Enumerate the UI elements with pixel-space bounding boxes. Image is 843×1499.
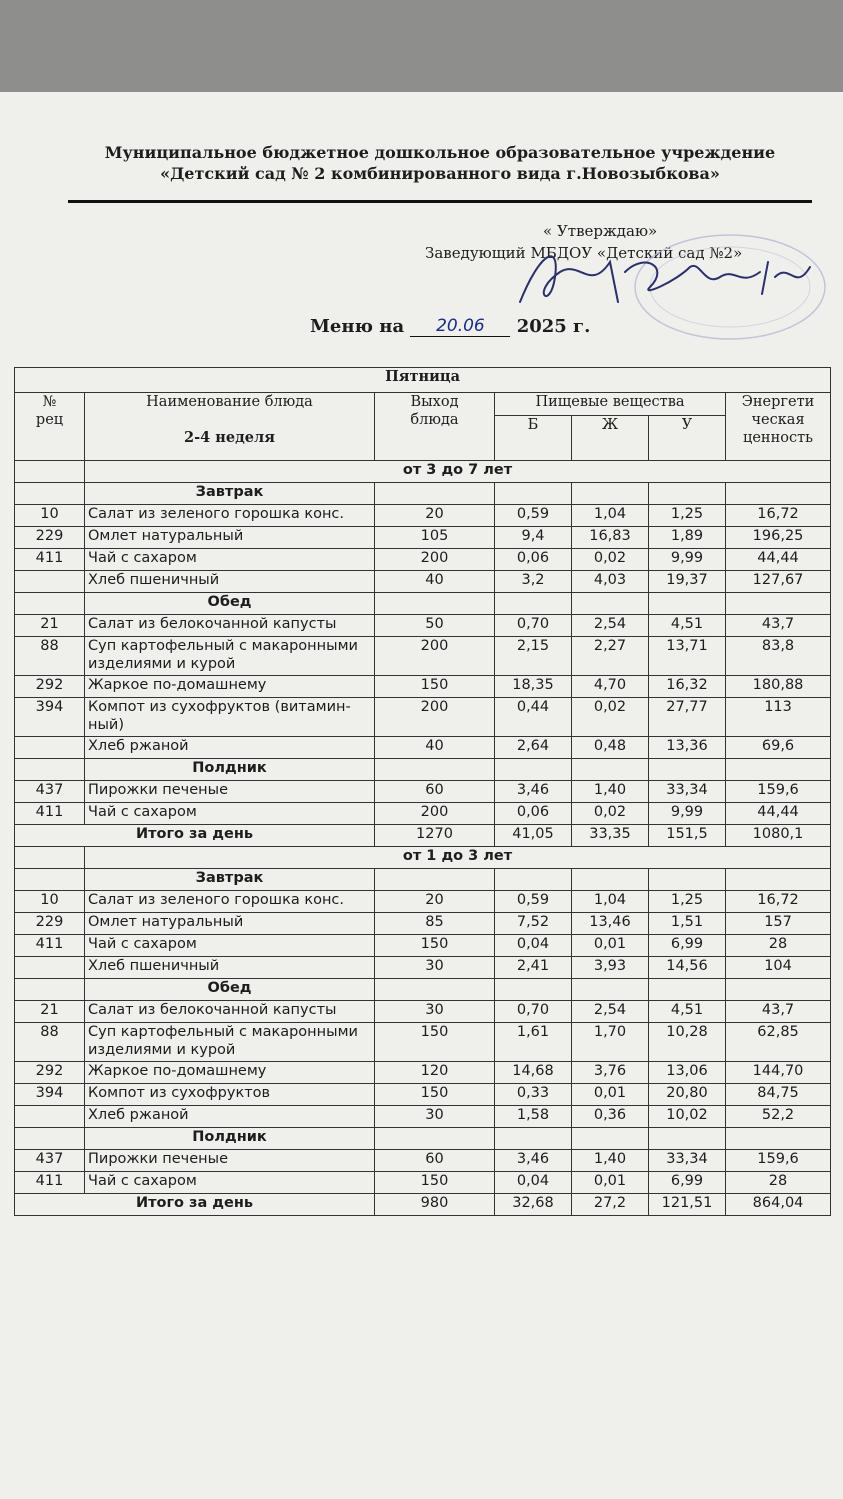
- menu-date: 20.06: [410, 316, 510, 337]
- dish-output: 150: [375, 1084, 495, 1106]
- empty-cell: [495, 869, 572, 891]
- empty-cell: [649, 1128, 726, 1150]
- energy-value: 28: [726, 935, 831, 957]
- fat-value: 0,36: [572, 1106, 649, 1128]
- col-header-carbs: У: [649, 416, 726, 461]
- header-divider: [68, 200, 812, 203]
- protein-value: 0,06: [495, 803, 572, 825]
- col-header-energy: [726, 393, 831, 461]
- protein-value: 0,44: [495, 698, 572, 737]
- dish-output: 20: [375, 891, 495, 913]
- dish-name: Компот из сухофруктов: [85, 1084, 375, 1106]
- fat-value: 0,01: [572, 1172, 649, 1194]
- fat-value: 1,70: [572, 1023, 649, 1062]
- empty-cell: [495, 593, 572, 615]
- table-header-row: [15, 393, 831, 416]
- organization-header: [40, 142, 840, 184]
- recipe-number: [15, 737, 85, 759]
- total-carbs: 121,51: [649, 1194, 726, 1216]
- empty-cell: [15, 461, 85, 483]
- energy-value: 44,44: [726, 549, 831, 571]
- org-line-2: «Детский сад № 2 комбинированного вида г.Новозыбкова»: [160, 164, 720, 183]
- empty-cell: [15, 593, 85, 615]
- meal-section-row: [15, 869, 831, 891]
- recipe-number: 394: [15, 1084, 85, 1106]
- dish-name: Пирожки печеные: [85, 781, 375, 803]
- recipe-number: 292: [15, 676, 85, 698]
- fat-value: 0,02: [572, 549, 649, 571]
- recipe-number: [15, 957, 85, 979]
- carbs-value: 4,51: [649, 1001, 726, 1023]
- dish-name: Салат из зеленого горошка конс.: [85, 891, 375, 913]
- recipe-number: 437: [15, 1150, 85, 1172]
- carbs-value: 16,32: [649, 676, 726, 698]
- approve-signatory: Заведующий МБДОУ «Детский сад №2»: [425, 244, 743, 262]
- fat-value: 3,93: [572, 957, 649, 979]
- carbs-value: 13,06: [649, 1062, 726, 1084]
- dish-name: Чай с сахаром: [85, 1172, 375, 1194]
- dish-output: 20: [375, 505, 495, 527]
- col-name-line1: Наименование блюда: [146, 394, 313, 410]
- dish-name: Хлеб пшеничный: [85, 571, 375, 593]
- protein-value: 0,33: [495, 1084, 572, 1106]
- empty-cell: [572, 869, 649, 891]
- carbs-value: 14,56: [649, 957, 726, 979]
- dish-output: 150: [375, 935, 495, 957]
- fat-value: 2,54: [572, 1001, 649, 1023]
- dish-output: 50: [375, 615, 495, 637]
- meal-title: Завтрак: [85, 483, 375, 505]
- dish-row: [15, 1106, 831, 1128]
- meal-section-row: [15, 759, 831, 781]
- carbs-value: 6,99: [649, 1172, 726, 1194]
- carbs-value: 33,34: [649, 1150, 726, 1172]
- dish-row: [15, 615, 831, 637]
- dish-row: [15, 913, 831, 935]
- energy-value: 43,7: [726, 615, 831, 637]
- total-energy: 864,04: [726, 1194, 831, 1216]
- empty-cell: [649, 869, 726, 891]
- energy-value: 157: [726, 913, 831, 935]
- energy-value: 180,88: [726, 676, 831, 698]
- dish-output: 30: [375, 1106, 495, 1128]
- empty-cell: [15, 1128, 85, 1150]
- fat-value: 1,40: [572, 781, 649, 803]
- carbs-value: 10,28: [649, 1023, 726, 1062]
- dish-output: 150: [375, 1172, 495, 1194]
- col-header-number: [15, 393, 85, 461]
- energy-value: 16,72: [726, 505, 831, 527]
- empty-cell: [572, 979, 649, 1001]
- dish-name: Салат из белокочанной капусты: [85, 615, 375, 637]
- dish-row: [15, 957, 831, 979]
- fat-value: 2,54: [572, 615, 649, 637]
- dish-output: 30: [375, 1001, 495, 1023]
- empty-cell: [726, 759, 831, 781]
- protein-value: 1,58: [495, 1106, 572, 1128]
- fat-value: 0,01: [572, 1084, 649, 1106]
- age-group-row: [15, 847, 831, 869]
- fat-value: 0,02: [572, 698, 649, 737]
- protein-value: 0,59: [495, 505, 572, 527]
- protein-value: 7,52: [495, 913, 572, 935]
- dish-output: 200: [375, 698, 495, 737]
- empty-cell: [15, 979, 85, 1001]
- carbs-value: 27,77: [649, 698, 726, 737]
- protein-value: 1,61: [495, 1023, 572, 1062]
- meal-section-row: [15, 1128, 831, 1150]
- carbs-value: 13,36: [649, 737, 726, 759]
- dish-output: 40: [375, 737, 495, 759]
- dish-name: Салат из зеленого горошка конс.: [85, 505, 375, 527]
- carbs-value: 6,99: [649, 935, 726, 957]
- energy-value: 113: [726, 698, 831, 737]
- fat-value: 1,04: [572, 505, 649, 527]
- age-group-row: [15, 461, 831, 483]
- empty-cell: [726, 869, 831, 891]
- fat-value: 3,76: [572, 1062, 649, 1084]
- org-line-1: Муниципальное бюджетное дошкольное образовательное учреждение: [104, 143, 776, 162]
- carbs-value: 1,25: [649, 505, 726, 527]
- recipe-number: 411: [15, 549, 85, 571]
- dish-output: 60: [375, 781, 495, 803]
- empty-cell: [375, 483, 495, 505]
- empty-cell: [495, 759, 572, 781]
- dish-name: Омлет натуральный: [85, 913, 375, 935]
- fat-value: 1,04: [572, 891, 649, 913]
- fat-value: 4,03: [572, 571, 649, 593]
- empty-cell: [15, 847, 85, 869]
- meal-section-row: [15, 593, 831, 615]
- recipe-number: 411: [15, 935, 85, 957]
- recipe-number: 292: [15, 1062, 85, 1084]
- energy-value: 28: [726, 1172, 831, 1194]
- empty-cell: [572, 483, 649, 505]
- dish-row: [15, 1062, 831, 1084]
- dish-row: [15, 1172, 831, 1194]
- total-row: [15, 825, 831, 847]
- protein-value: 2,41: [495, 957, 572, 979]
- empty-cell: [649, 979, 726, 1001]
- dish-output: 200: [375, 549, 495, 571]
- empty-cell: [15, 869, 85, 891]
- recipe-number: 437: [15, 781, 85, 803]
- carbs-value: 1,89: [649, 527, 726, 549]
- col-header-name: [85, 393, 375, 461]
- dish-name: Чай с сахаром: [85, 803, 375, 825]
- energy-value: 104: [726, 957, 831, 979]
- protein-value: 2,64: [495, 737, 572, 759]
- carbs-value: 13,71: [649, 637, 726, 676]
- carbs-value: 4,51: [649, 615, 726, 637]
- empty-cell: [649, 593, 726, 615]
- dish-row: [15, 549, 831, 571]
- fat-value: 4,70: [572, 676, 649, 698]
- protein-value: 9,4: [495, 527, 572, 549]
- empty-cell: [649, 483, 726, 505]
- col-energy-line2: ческая: [751, 412, 805, 428]
- empty-cell: [15, 759, 85, 781]
- energy-value: 84,75: [726, 1084, 831, 1106]
- meal-title: Завтрак: [85, 869, 375, 891]
- empty-cell: [375, 869, 495, 891]
- col-header-protein: Б: [495, 416, 572, 461]
- protein-value: 0,70: [495, 615, 572, 637]
- carbs-value: 1,25: [649, 891, 726, 913]
- total-label: Итого за день: [15, 825, 375, 847]
- empty-cell: [15, 483, 85, 505]
- dish-name: Жаркое по-домашнему: [85, 676, 375, 698]
- dish-name: Жаркое по-домашнему: [85, 1062, 375, 1084]
- dish-output: 40: [375, 571, 495, 593]
- day-row: [15, 368, 831, 393]
- menu-table: [14, 367, 831, 1216]
- recipe-number: 411: [15, 803, 85, 825]
- dish-row: [15, 1001, 831, 1023]
- dish-row: [15, 571, 831, 593]
- protein-value: 18,35: [495, 676, 572, 698]
- dish-name: Пирожки печеные: [85, 1150, 375, 1172]
- protein-value: 0,04: [495, 1172, 572, 1194]
- recipe-number: 411: [15, 1172, 85, 1194]
- dish-name: Салат из белокочанной капусты: [85, 1001, 375, 1023]
- total-output: 1270: [375, 825, 495, 847]
- dish-row: [15, 737, 831, 759]
- dish-name: Суп картофельный с макаронными изделиями и курой: [85, 637, 375, 676]
- empty-cell: [375, 759, 495, 781]
- fat-value: 0,02: [572, 803, 649, 825]
- recipe-number: 21: [15, 615, 85, 637]
- dish-name: Хлеб пшеничный: [85, 957, 375, 979]
- carbs-value: 10,02: [649, 1106, 726, 1128]
- col-output-line1: Выход: [410, 394, 459, 410]
- col-output-line2: блюда: [410, 412, 459, 428]
- energy-value: 144,70: [726, 1062, 831, 1084]
- energy-value: 83,8: [726, 637, 831, 676]
- protein-value: 0,70: [495, 1001, 572, 1023]
- col-energy-line3: ценность: [743, 430, 814, 446]
- meal-title: Обед: [85, 593, 375, 615]
- dish-row: [15, 505, 831, 527]
- dish-output: 200: [375, 637, 495, 676]
- dish-output: 150: [375, 1023, 495, 1062]
- carbs-value: 33,34: [649, 781, 726, 803]
- protein-value: 0,06: [495, 549, 572, 571]
- meal-title: Полдник: [85, 1128, 375, 1150]
- fat-value: 0,01: [572, 935, 649, 957]
- protein-value: 3,46: [495, 1150, 572, 1172]
- energy-value: 127,67: [726, 571, 831, 593]
- dish-row: [15, 1150, 831, 1172]
- recipe-number: 88: [15, 1023, 85, 1062]
- empty-cell: [375, 979, 495, 1001]
- energy-value: 44,44: [726, 803, 831, 825]
- col-header-fat: Ж: [572, 416, 649, 461]
- menu-title-suffix: 2025 г.: [516, 316, 591, 337]
- total-protein: 32,68: [495, 1194, 572, 1216]
- energy-value: 52,2: [726, 1106, 831, 1128]
- age-group-title: от 3 до 7 лет: [85, 461, 831, 483]
- col-name-week: 2-4 неделя: [184, 429, 275, 446]
- meal-title: Полдник: [85, 759, 375, 781]
- carbs-value: 9,99: [649, 803, 726, 825]
- carbs-value: 1,51: [649, 913, 726, 935]
- menu-title-prefix: Меню на: [310, 316, 405, 337]
- empty-cell: [726, 593, 831, 615]
- empty-cell: [375, 1128, 495, 1150]
- empty-cell: [726, 1128, 831, 1150]
- energy-value: 43,7: [726, 1001, 831, 1023]
- dish-row: [15, 698, 831, 737]
- meal-section-row: [15, 979, 831, 1001]
- total-output: 980: [375, 1194, 495, 1216]
- fat-value: 0,48: [572, 737, 649, 759]
- empty-cell: [726, 979, 831, 1001]
- carbs-value: 19,37: [649, 571, 726, 593]
- fat-value: 13,46: [572, 913, 649, 935]
- col-num-line1: №: [42, 394, 57, 410]
- protein-value: 3,2: [495, 571, 572, 593]
- dish-row: [15, 527, 831, 549]
- energy-value: 69,6: [726, 737, 831, 759]
- recipe-number: 394: [15, 698, 85, 737]
- fat-value: 1,40: [572, 1150, 649, 1172]
- protein-value: 3,46: [495, 781, 572, 803]
- total-protein: 41,05: [495, 825, 572, 847]
- total-label: Итого за день: [15, 1194, 375, 1216]
- energy-value: 159,6: [726, 1150, 831, 1172]
- carbs-value: 9,99: [649, 549, 726, 571]
- energy-value: 62,85: [726, 1023, 831, 1062]
- energy-value: 159,6: [726, 781, 831, 803]
- energy-value: 196,25: [726, 527, 831, 549]
- col-num-line2: рец: [35, 412, 64, 428]
- total-row: [15, 1194, 831, 1216]
- dish-output: 60: [375, 1150, 495, 1172]
- dish-name: Чай с сахаром: [85, 549, 375, 571]
- dish-output: 85: [375, 913, 495, 935]
- col-header-output: [375, 393, 495, 461]
- meal-section-row: [15, 483, 831, 505]
- total-fat: 33,35: [572, 825, 649, 847]
- dish-name: Компот из сухофруктов (витамин-ный): [85, 698, 375, 737]
- col-energy-line1: Энергети: [741, 394, 815, 410]
- recipe-number: [15, 571, 85, 593]
- recipe-number: [15, 1106, 85, 1128]
- empty-cell: [572, 1128, 649, 1150]
- dish-name: Хлеб ржаной: [85, 1106, 375, 1128]
- dish-output: 105: [375, 527, 495, 549]
- protein-value: 0,04: [495, 935, 572, 957]
- empty-cell: [495, 1128, 572, 1150]
- dish-name: Суп картофельный с макаронными изделиями и курой: [85, 1023, 375, 1062]
- energy-value: 16,72: [726, 891, 831, 913]
- dish-name: Омлет натуральный: [85, 527, 375, 549]
- total-energy: 1080,1: [726, 825, 831, 847]
- meal-title: Обед: [85, 979, 375, 1001]
- fat-value: 2,27: [572, 637, 649, 676]
- day-label: Пятница: [15, 368, 831, 393]
- empty-cell: [572, 593, 649, 615]
- dish-output: 200: [375, 803, 495, 825]
- protein-value: 0,59: [495, 891, 572, 913]
- empty-cell: [495, 483, 572, 505]
- dish-output: 120: [375, 1062, 495, 1084]
- col-header-nutrients: Пищевые вещества: [495, 393, 726, 416]
- dish-output: 30: [375, 957, 495, 979]
- fat-value: 16,83: [572, 527, 649, 549]
- dish-row: [15, 935, 831, 957]
- empty-cell: [572, 759, 649, 781]
- dish-row: [15, 676, 831, 698]
- dish-row: [15, 637, 831, 676]
- protein-value: 14,68: [495, 1062, 572, 1084]
- dish-name: Хлеб ржаной: [85, 737, 375, 759]
- dish-row: [15, 781, 831, 803]
- protein-value: 2,15: [495, 637, 572, 676]
- empty-cell: [649, 759, 726, 781]
- dish-row: [15, 891, 831, 913]
- empty-cell: [495, 979, 572, 1001]
- dish-row: [15, 1023, 831, 1062]
- dish-row: [15, 803, 831, 825]
- dish-row: [15, 1084, 831, 1106]
- dish-output: 150: [375, 676, 495, 698]
- recipe-number: 229: [15, 913, 85, 935]
- total-fat: 27,2: [572, 1194, 649, 1216]
- total-carbs: 151,5: [649, 825, 726, 847]
- recipe-number: 10: [15, 891, 85, 913]
- document-page: [0, 92, 843, 1499]
- menu-title: [310, 316, 590, 337]
- recipe-number: 10: [15, 505, 85, 527]
- recipe-number: 88: [15, 637, 85, 676]
- approve-label: « Утверждаю»: [543, 222, 658, 240]
- age-group-title: от 1 до 3 лет: [85, 847, 831, 869]
- carbs-value: 20,80: [649, 1084, 726, 1106]
- recipe-number: 229: [15, 527, 85, 549]
- empty-cell: [375, 593, 495, 615]
- recipe-number: 21: [15, 1001, 85, 1023]
- dish-name: Чай с сахаром: [85, 935, 375, 957]
- empty-cell: [726, 483, 831, 505]
